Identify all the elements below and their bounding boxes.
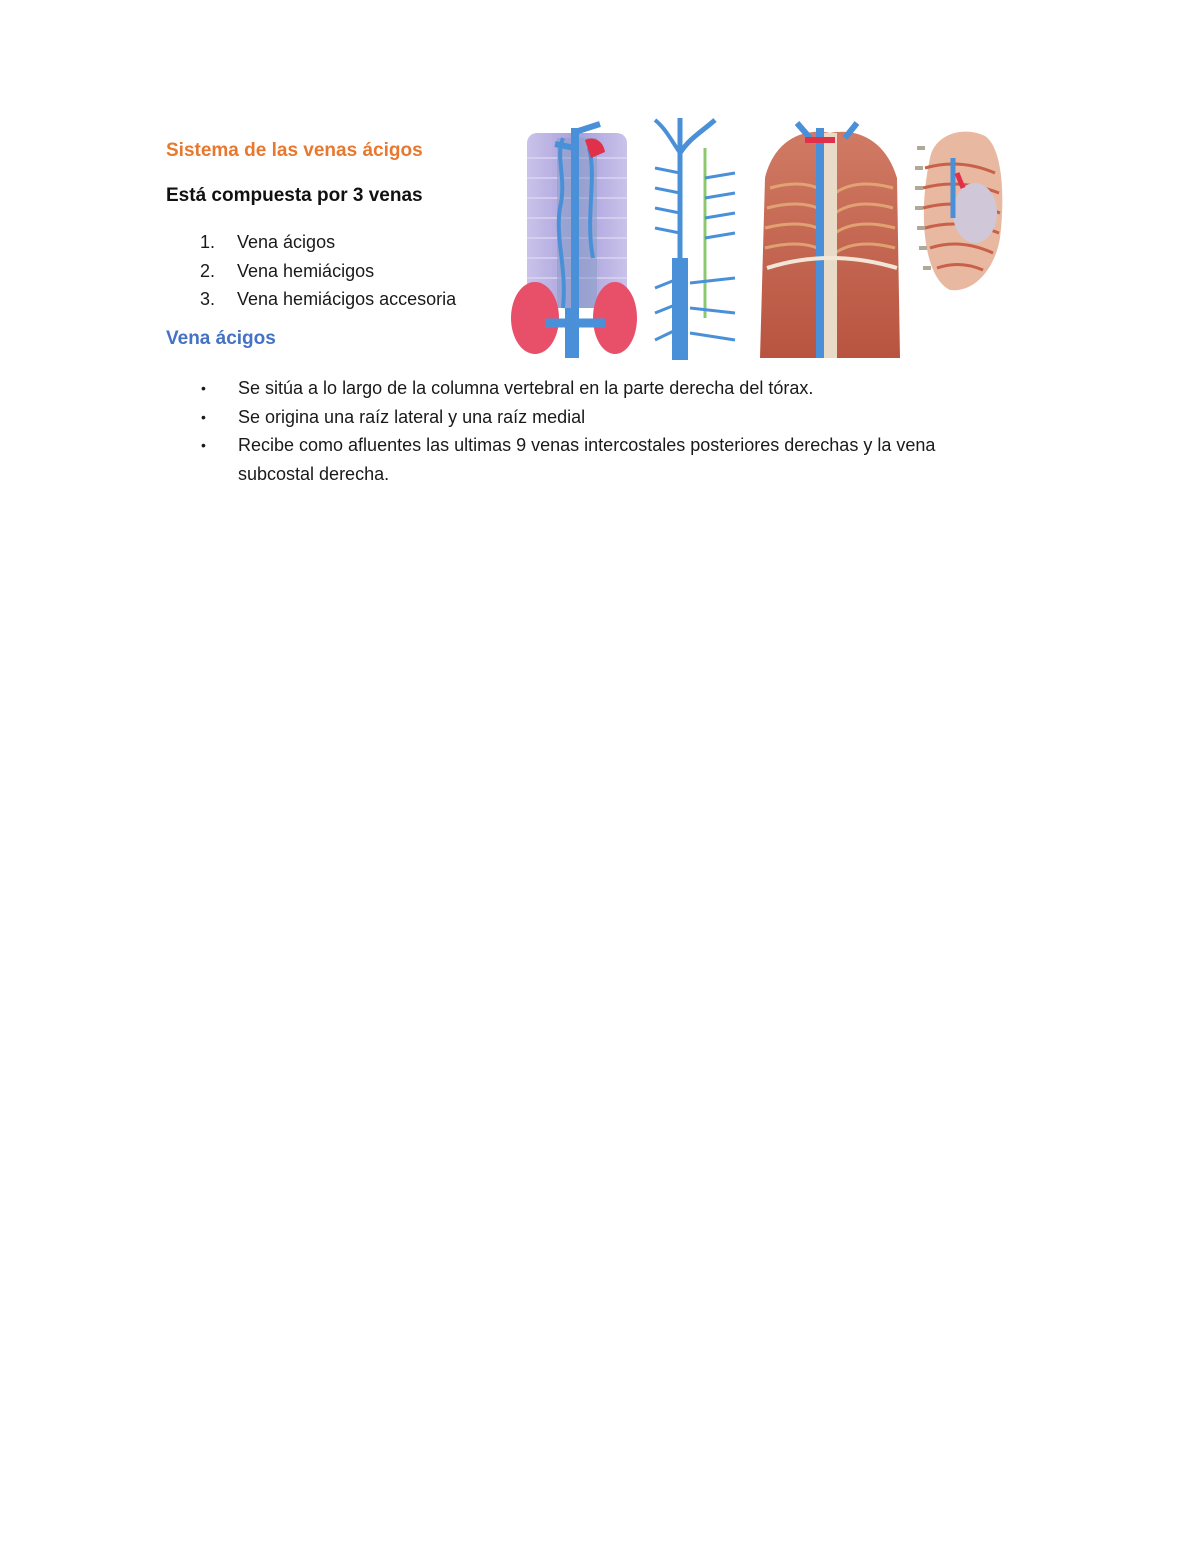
list-item-text: Vena hemiácigos accesoria: [237, 289, 457, 309]
list-marker: 1.: [200, 232, 216, 252]
bullet-marker: •: [201, 380, 206, 396]
list-marker: 3.: [200, 289, 216, 309]
section-heading: Vena ácigos: [166, 328, 276, 349]
list-item-text: Se origina una raíz lateral y una raíz medial: [238, 406, 586, 427]
bullet-marker: •: [201, 437, 206, 453]
numbered-list: [200, 228, 456, 314]
list-item: [200, 228, 456, 257]
list-item: [200, 257, 456, 286]
list-item: [200, 403, 1000, 432]
anatomy-panel-abdominal: [511, 124, 637, 358]
list-item: [200, 431, 1000, 488]
list-item-text: Vena hemiácigos: [237, 260, 375, 281]
list-item-text: Se sitúa a lo largo de la columna vertebral en la parte derecha del tórax.: [238, 378, 814, 398]
bullet-marker: •: [201, 408, 206, 425]
list-item-text: Recibe como afluentes las ultimas 9 venas intercostales posteriores derechas y la vena subcostal derecha.: [238, 435, 936, 484]
document-subtitle: Está compuesta por 3 venas: [166, 185, 423, 206]
anatomy-figure: [505, 118, 1005, 360]
schematic-panel-azygos: [655, 118, 735, 360]
list-marker: 2.: [200, 260, 216, 281]
anatomy-panel-lateral-thorax: [915, 132, 1002, 291]
list-item: [200, 374, 1000, 403]
list-item: [200, 285, 456, 314]
anatomy-panel-posterior-thorax: [760, 123, 900, 358]
bullet-list: [200, 374, 1000, 488]
list-item-text: Vena ácigos: [237, 232, 336, 252]
document-title: Sistema de las venas ácigos: [166, 140, 423, 161]
